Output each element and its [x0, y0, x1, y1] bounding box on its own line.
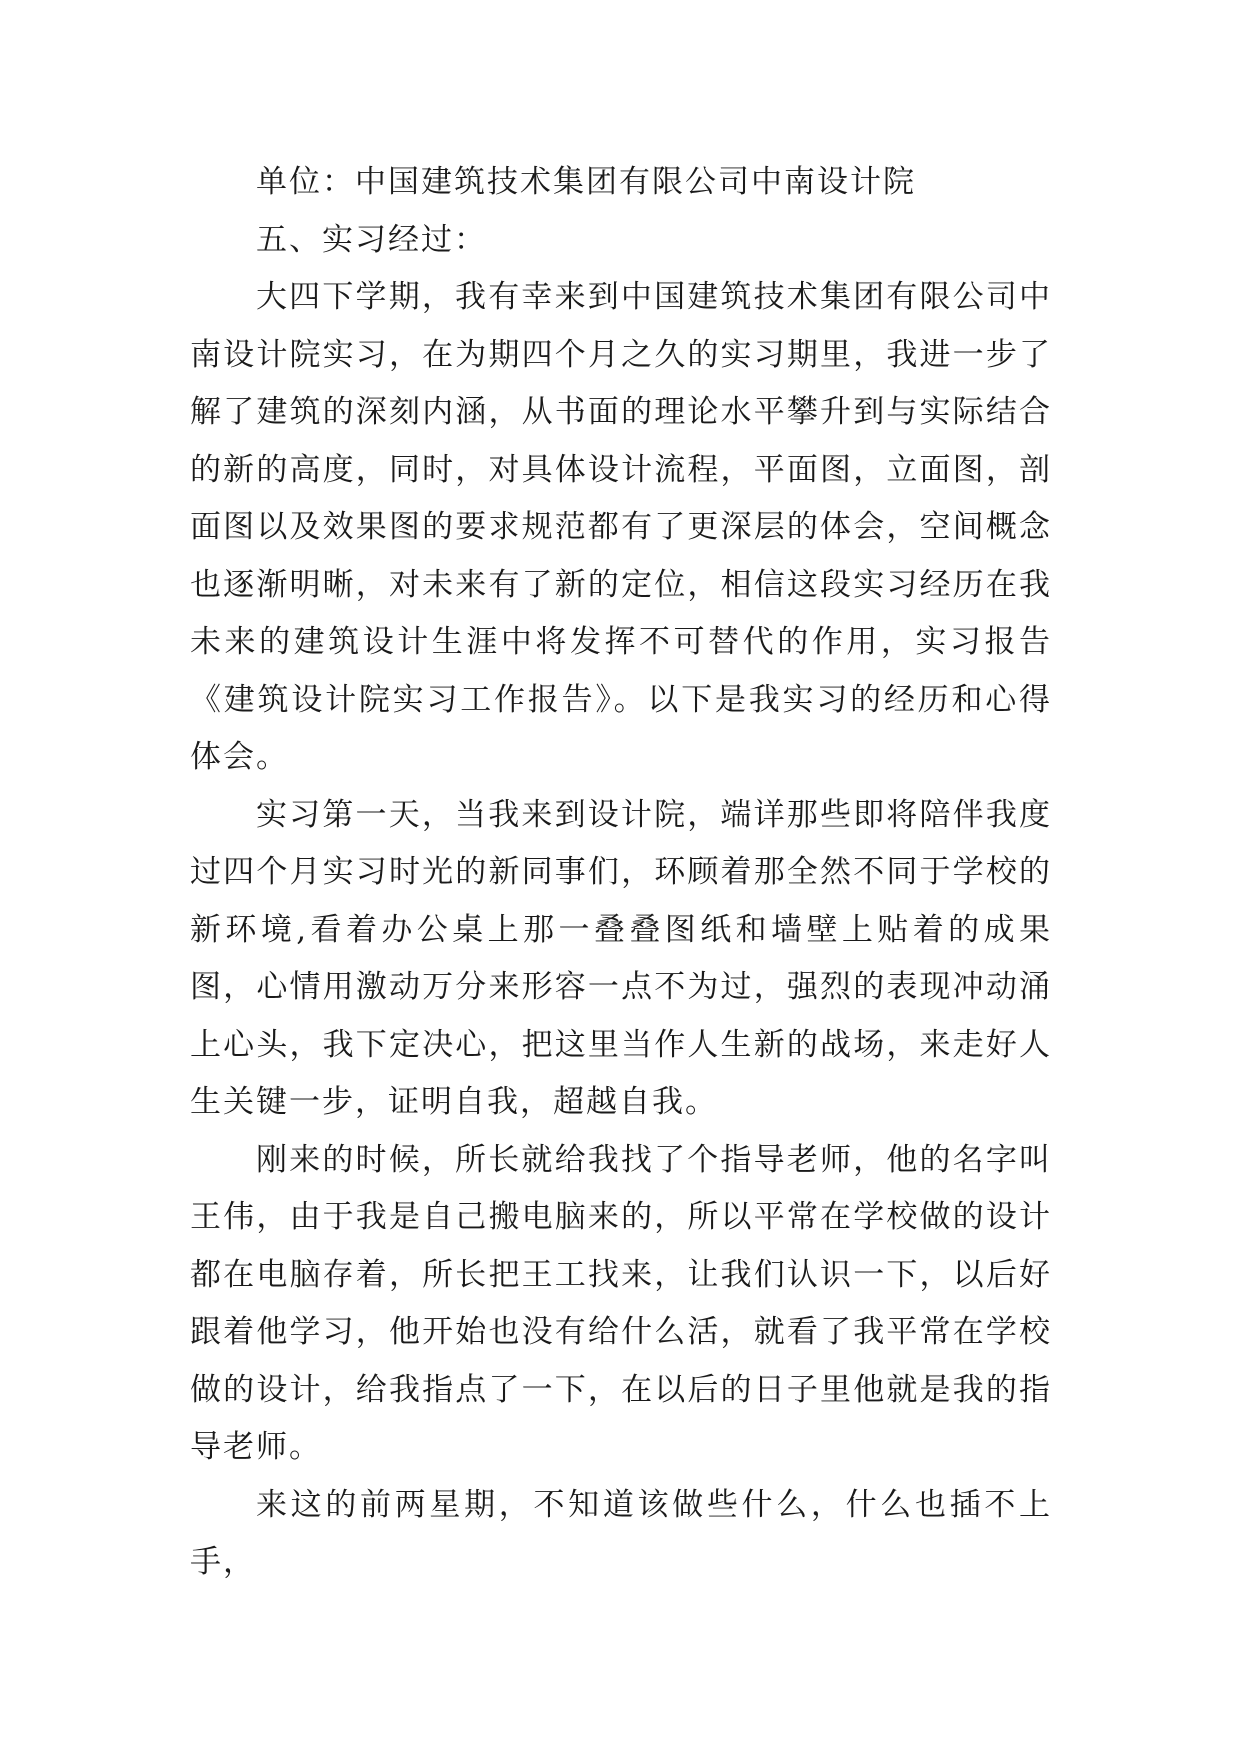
body-paragraph: 大四下学期，我有幸来到中国建筑技术集团有限公司中南设计院实习，在为期四个月之久的实习期里，我进一步了解了建筑的深刻内涵，从书面的理论水平攀升到与实际结合的新的高度，同时，对具体设计流程，平面图，立面图，剖面图以及效果图的要求规范都有了更深层的体会，空间概念也逐渐明晰，对未来有了新的定位，相信这段实习经历在我未来的建筑设计生涯中将发挥不可替代的作用，实习报告《建筑设计院实习工作报告》。以下是我实习的经历和心得体会。: [190, 279, 1052, 775]
document-page: [190, 154, 1052, 1592]
body-paragraph: 刚来的时候，所长就给我找了个指导老师，他的名字叫王伟，由于我是自己搬电脑来的，所以平常在学校做的设计都在电脑存着，所长把王工找来，让我们认识一下，以后好跟着他学习，他开始也没有给什么活，就看了我平常在学校做的设计，给我指点了一下，在以后的日子里他就是我的指导老师。: [190, 1141, 1052, 1465]
body-paragraph: 来这的前两星期，不知道该做些什么，什么也插不上手，: [190, 1486, 1052, 1580]
section-heading: 五、实习经过：: [256, 221, 487, 258]
unit-line: 单位：中国建筑技术集团有限公司中南设计院: [256, 164, 916, 200]
body-paragraph: 实习第一天，当我来到设计院，端详那些即将陪伴我度过四个月实习时光的新同事们，环顾着那全然不同于学校的新环境,看着办公桌上那一叠叠图纸和墙壁上贴着的成果图，心情用激动万分来形容一点不为过，强烈的表现冲动涌上心头，我下定决心，把这里当作人生新的战场，来走好人生关键一步，证明自我，超越自我。: [190, 796, 1052, 1120]
